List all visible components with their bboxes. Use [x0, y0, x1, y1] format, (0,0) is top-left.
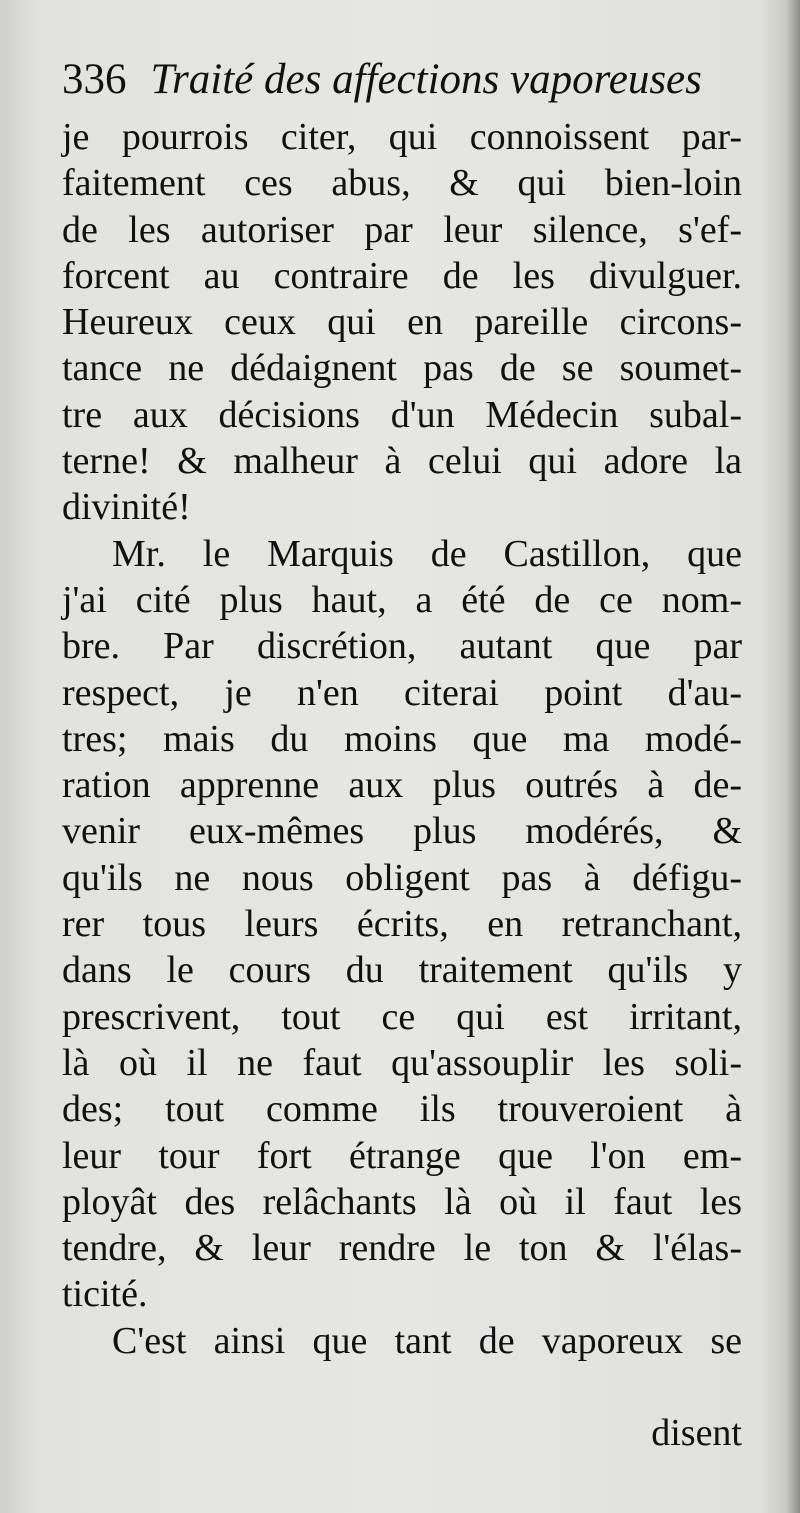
text-line: ration apprenne aux plus outrés à de- [62, 764, 742, 807]
paragraph-start-line: Mr. le Marquis de Castillon, que [112, 532, 742, 575]
text-line: forcent au contraire de les divulguer. [62, 254, 742, 297]
text-line: qu'ils ne nous obligent pas à défigu- [62, 856, 742, 899]
running-header [62, 50, 742, 110]
catchword: disent [651, 1412, 742, 1454]
running-title: Traité des affections vaporeuses [150, 56, 702, 103]
text-line: leur tour fort étrange que l'on em- [62, 1134, 742, 1177]
text-line: tres; mais du moins que ma modé- [62, 717, 742, 760]
text-line: de les autoriser par leur silence, s'ef- [62, 208, 742, 251]
text-line: ticité. [62, 1273, 148, 1316]
text-line: tre aux décisions d'un Médecin subal- [62, 393, 742, 436]
text-line: j'ai cité plus haut, a été de ce nom- [62, 578, 742, 621]
text-line: tendre, & leur rendre le ton & l'élas- [62, 1227, 742, 1270]
text-line: divinité! [62, 486, 191, 529]
text-line: terne! & malheur à celui qui adore la [62, 440, 742, 483]
text-line: des; tout comme ils trouveroient à [62, 1088, 742, 1131]
text-line: venir eux-mêmes plus modérés, & [62, 810, 742, 853]
text-line: respect, je n'en citerai point d'au- [62, 671, 742, 714]
text-line: je pourrois citer, qui connoissent par- [62, 116, 742, 158]
text-line: dans le cours du traitement qu'ils y [62, 949, 742, 992]
body-text [62, 114, 742, 1364]
text-line: ployât des relâchants là où il faut les [62, 1180, 742, 1223]
paragraph-start-line: C'est ainsi que tant de vaporeux se [112, 1319, 742, 1362]
text-line: faitement ces abus, & qui bien-loin [62, 162, 742, 205]
text-line: bre. Par discrétion, autant que par [62, 625, 742, 668]
text-line: prescrivent, tout ce qui est irritant, [62, 995, 742, 1038]
text-line: rer tous leurs écrits, en retranchant, [62, 903, 742, 946]
text-line: là où il ne faut qu'assouplir les soli- [62, 1041, 742, 1084]
page-number: 336 [62, 56, 127, 103]
text-line: Heureux ceux qui en pareille circons- [62, 301, 742, 344]
text-line: tance ne dédaignent pas de se soumet- [62, 347, 742, 390]
